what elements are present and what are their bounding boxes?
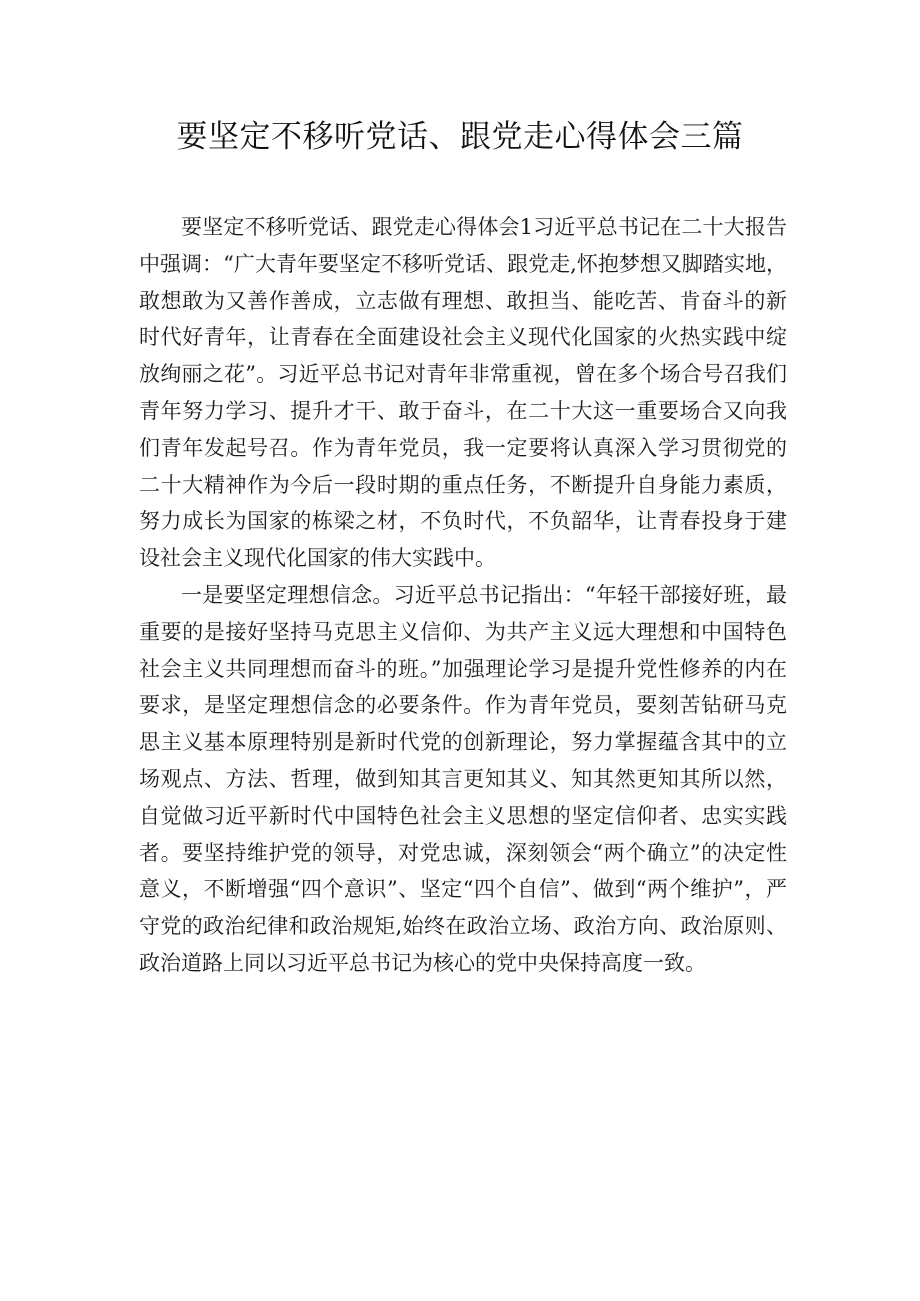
document-title: 要坚定不移听党话、跟党走心得体会三篇: [176, 119, 744, 155]
paragraph-1: 要坚定不移听党话、跟党走心得体会1习近平总书记在二十大报告中强调：“广大青年要坚定不移听党话、跟党走,怀抱梦想又脚踏实地，敢想敢为又善作善成，立志做有理想、敢担当、能吃苦、肯奋斗的新时代好青年，让青春在全面建设社会主义现代化国家的火热实践中绽放绚丽之花”。习近平总书记对青年非常重视，曾在多个场合号召我们青年努力学习、提升才干、敢于奋斗，在二十大这一重要场合又向我们青年发起号召。作为青年党员，我一定要将认真深入学习贯彻党的二十大精神作为今后一段时期的重点任务，不断提升自身能力素质，努力成长为国家的栋梁之材，不负时代，不负韶华，让青春投身于建设社会主义现代化国家的伟大实践中。: [139, 215, 787, 571]
document-body: [139, 209, 787, 982]
paragraph-2: 一是要坚定理想信念。习近平总书记指出：“年轻干部接好班，最重要的是接好坚持马克思主义信仰、为共产主义远大理想和中国特色社会主义共同理想而奋斗的班。”加强理论学习是提升党性修养的内在要求，是坚定理想信念的必要条件。作为青年党员，要刻苦钻研马克思主义基本原理特别是新时代党的创新理论，努力掌握蕴含其中的立场观点、方法、哲理，做到知其言更知其义、知其然更知其所以然，自觉做习近平新时代中国特色社会主义思想的坚定信仰者、忠实实践者。要坚持维护党的领导，对党忠诚，深刻领会“两个确立”的决定性意义，不断增强“四个意识”、坚定“四个自信”、做到“两个维护”，严守党的政治纪律和政治规矩,始终在政治立场、政治方向、政治原则、政治道路上同以习近平总书记为核心的党中央保持高度一致。: [139, 582, 787, 975]
